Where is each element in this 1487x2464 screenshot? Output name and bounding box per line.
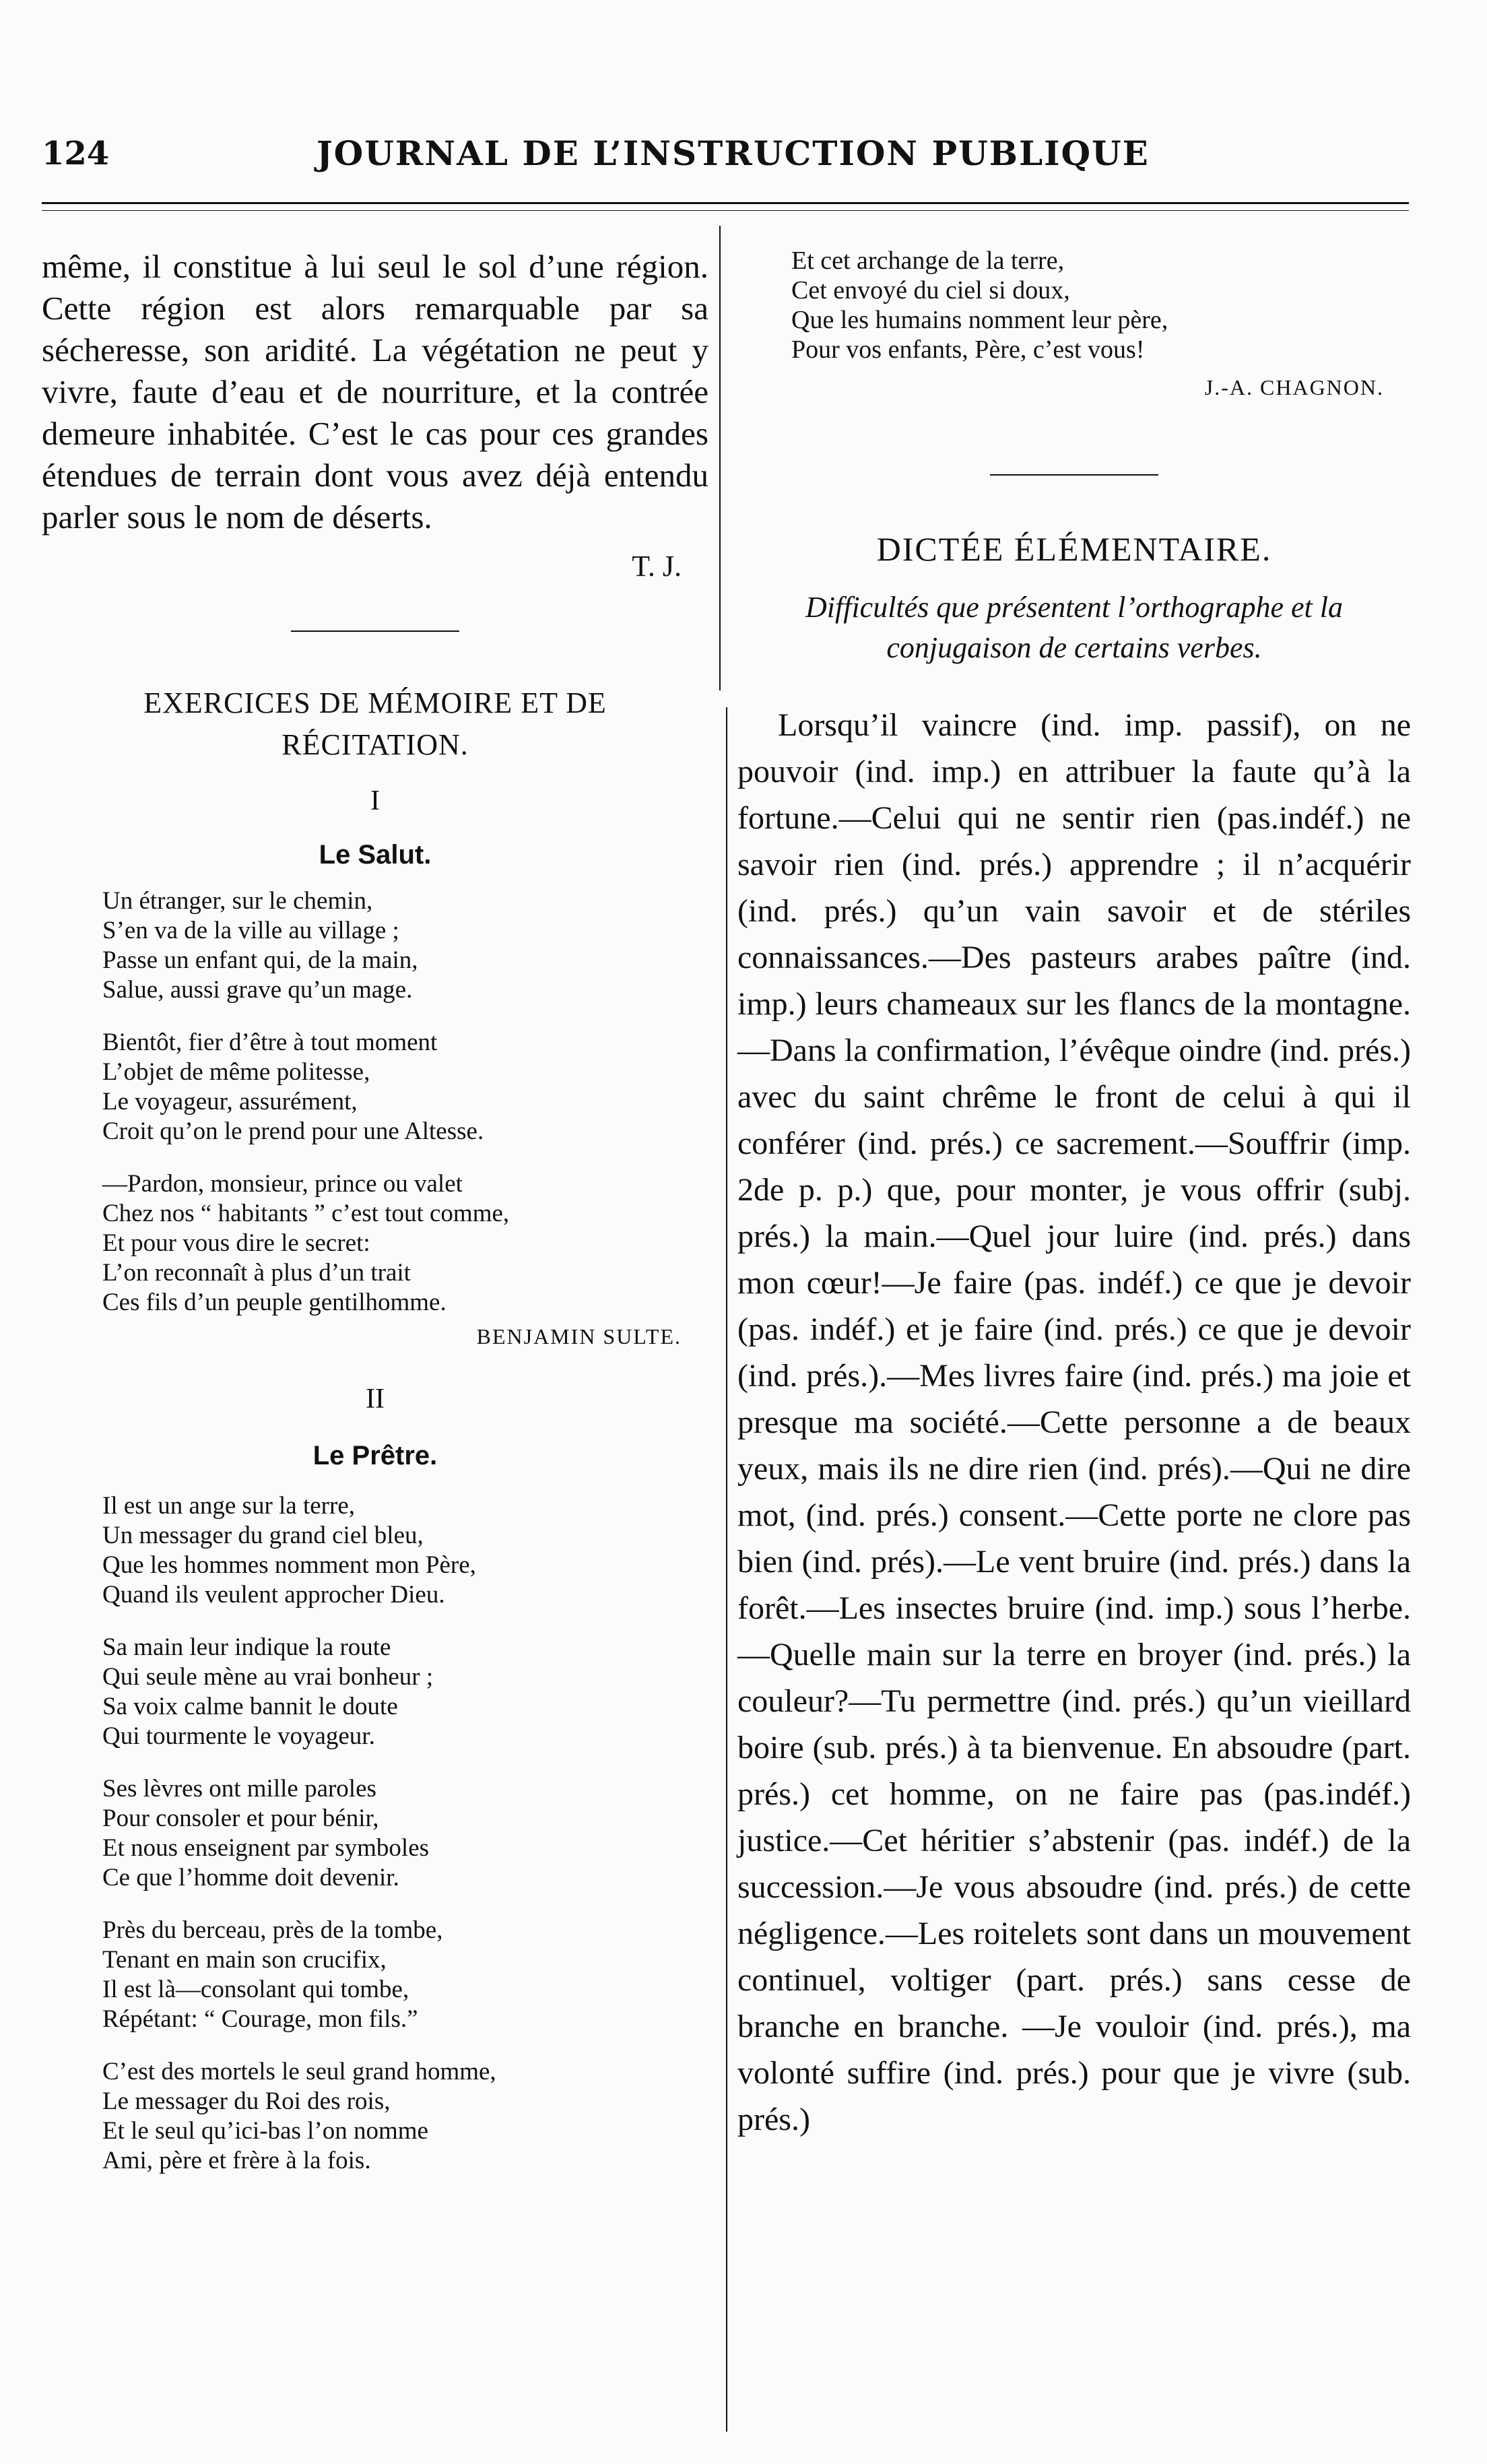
intro-paragraph: même, il constitue à lui seul le sol d’une région. Cette région est alors remarquable par sa sécheresse, son aridité. La végétation ne peut y vivre, faute d’eau et de nourriture, et la contrée demeure inhabitée. C’est le cas pour ces grandes étendues de terrain dont vous avez déjà entendu parler sous le nom de déserts. <box>42 248 708 536</box>
poem-line: Ami, père et frère à la fois. <box>102 2147 371 2174</box>
poem-line: Un étranger, sur le chemin, <box>102 887 373 915</box>
left-column <box>42 246 708 2199</box>
poem-line: Chez nos “ habitants ” c’est tout comme, <box>102 1200 510 1227</box>
poem-line: Et nous enseignent par symboles <box>102 1834 430 1862</box>
poem-line: Tenant en main son crucifix, <box>102 1946 387 1974</box>
dictee-title: DICTÉE ÉLÉMENTAIRE. <box>876 530 1272 568</box>
poem2-stanza <box>102 2057 708 2176</box>
poem2-stanza <box>102 1916 708 2034</box>
poem-line: Pour consoler et pour bénir, <box>102 1805 379 1832</box>
section-title: EXERCICES DE MÉMOIRE ET DE RÉCITATION. <box>143 686 607 761</box>
poem-line: —Pardon, monsieur, prince ou valet <box>102 1170 463 1198</box>
poem2-numeral: II <box>366 1384 385 1415</box>
page-number: 124 <box>42 135 110 172</box>
column-divider-top <box>719 226 721 690</box>
poem-line: Salue, aussi grave qu’un mage. <box>102 976 413 1004</box>
poem-line: Sa main leur indique la route <box>102 1633 391 1661</box>
poem-line: Bientôt, fier d’être à tout moment <box>102 1029 438 1056</box>
poem-line: L’objet de même politesse, <box>102 1058 370 1086</box>
poem-line: Pour vos enfants, Père, c’est vous! <box>791 335 1145 364</box>
poem-line: Près du berceau, près de la tombe, <box>102 1916 443 1944</box>
poem1-stanza <box>102 1169 708 1318</box>
poem-line: Il est un ange sur la terre, <box>102 1492 355 1520</box>
poem-line: Passe un enfant qui, de la main, <box>102 946 418 974</box>
poem-line: Croit qu’on le prend pour une Altesse. <box>102 1117 484 1145</box>
poem-line: Et le seul qu’ici-bas l’on nomme <box>102 2117 428 2145</box>
poem-line: Et cet archange de la terre, <box>791 247 1065 275</box>
right-column <box>737 246 1411 2143</box>
header-rule-thin <box>42 210 1409 211</box>
poem-line: Sa voix calme bannit le doute <box>102 1693 398 1720</box>
poem1-stanza <box>102 886 708 1005</box>
poem-line: Cet envoyé du ciel si doux, <box>791 276 1070 304</box>
poem-line: Ses lèvres ont mille paroles <box>102 1775 376 1803</box>
poem-line: Le voyageur, assurément, <box>102 1088 358 1115</box>
dictee-text: Lorsqu’il vaincre (ind. imp. passif), on ne pouvoir (ind. imp.) en attribuer la faute qu’à la fortune.—Celui qui ne sentir rien (pas.indéf.) ne savoir rien (ind. prés.) apprendre ; il n’acquérir (ind. prés.) qu’un vain savoir et de stériles connaissances.—Des pasteurs arabes paître (ind. imp.) leurs chameaux sur les flancs de la montagne.—Dans la confirmation, l’évêque oindre (ind. prés.) avec du saint chrême le front de celui à qui il conférer (ind. prés.) ce sacrement.—Souffrir (imp. 2de p. p.) que, pour monter, je vous offrir (subj. prés.) la main.—Quel jour luire (ind. prés.) dans mon cœur!—Je faire (pas. indéf.) ce que je devoir (pas. indéf.) et je faire (ind. prés.) ce que je devoir (ind. prés.).—Mes livres faire (ind. prés.) ma joie et presque ma société.—Cette personne a de beaux yeux, mais ils ne dire rien (ind. prés).—Qui ne dire mot, (ind. prés.) consent.—Cette porte ne clore pas bien (ind. prés).—Le vent bruire (ind. prés.) dans la forêt.—Les insectes bruire (ind. imp.) sous l’herbe.—Quelle main sur la terre en broyer (ind. prés.) la couleur?—Tu permettre (ind. prés.) qu’un vieillard boire (sub. prés.) à ta bienvenue. En absoudre (part. prés.) cet homme, on ne faire pas (pas.indéf.) justice.—Cet héritier s’abstenir (pas. indéf.) de la succession.—Je vous absoudre (ind. prés.) de cette négligence.—Les roitelets sont dans un mouvement continuel, voltiger (part. prés.) sans cesse de branche en branche. —Je vouloir (ind. prés.), ma volonté suffire (ind. prés.) pour que je vivre (sub. prés.) <box>737 707 1411 2137</box>
poem-line: Qui seule mène au vrai bonheur ; <box>102 1663 434 1691</box>
chagnon-stanza <box>791 246 1411 364</box>
poem-line: Que les hommes nomment mon Père, <box>102 1551 476 1579</box>
poem-line: C’est des mortels le seul grand homme, <box>102 2058 496 2085</box>
poem2-stanza <box>102 1774 708 1893</box>
dictee-body <box>737 702 1411 2143</box>
poem-line: Ce que l’homme doit devenir. <box>102 1864 399 1891</box>
journal-title: JOURNAL DE L’INSTRUCTION PUBLIQUE <box>317 133 1150 173</box>
poem-line: Quand ils veulent approcher Dieu. <box>102 1581 445 1609</box>
poem-line: S’en va de la ville au village ; <box>102 917 399 944</box>
poem-line: Il est là—consolant qui tombe, <box>102 1976 409 2003</box>
poem2-stanza <box>102 1633 708 1751</box>
poem-line: L’on reconnaît à plus d’un trait <box>102 1259 411 1287</box>
section-divider <box>990 474 1158 476</box>
poem-line: Qui tourmente le voyageur. <box>102 1722 375 1750</box>
poem-line: Un messager du grand ciel bleu, <box>102 1522 424 1549</box>
section-divider <box>291 630 459 632</box>
poem2-title: Le Prêtre. <box>312 1441 438 1470</box>
poem-line: Le messager du Roi des rois, <box>102 2087 391 2115</box>
poem-line: Que les humains nomment leur père, <box>791 306 1168 334</box>
poem-line: Ces fils d’un peuple gentilhomme. <box>102 1289 447 1316</box>
poem1-stanza <box>102 1028 708 1146</box>
poem-line: Et pour vous dire le secret: <box>102 1229 370 1257</box>
poem1-author: BENJAMIN SULTE. <box>476 1324 682 1349</box>
header-rule <box>42 202 1409 204</box>
dictee-subtitle: Difficultés que présentent l’orthographe et la conjugaison de certains verbes. <box>805 591 1343 664</box>
column-divider-bottom <box>726 707 727 2432</box>
intro-signature: T. J. <box>632 550 682 583</box>
poem1-title: Le Salut. <box>319 840 432 870</box>
poem-line: Répétant: “ Courage, mon fils.” <box>102 2005 418 2033</box>
chagnon-author: J.-A. CHAGNON. <box>1204 375 1384 399</box>
poem2-stanza <box>102 1491 708 1610</box>
poem1-numeral: I <box>370 785 380 816</box>
